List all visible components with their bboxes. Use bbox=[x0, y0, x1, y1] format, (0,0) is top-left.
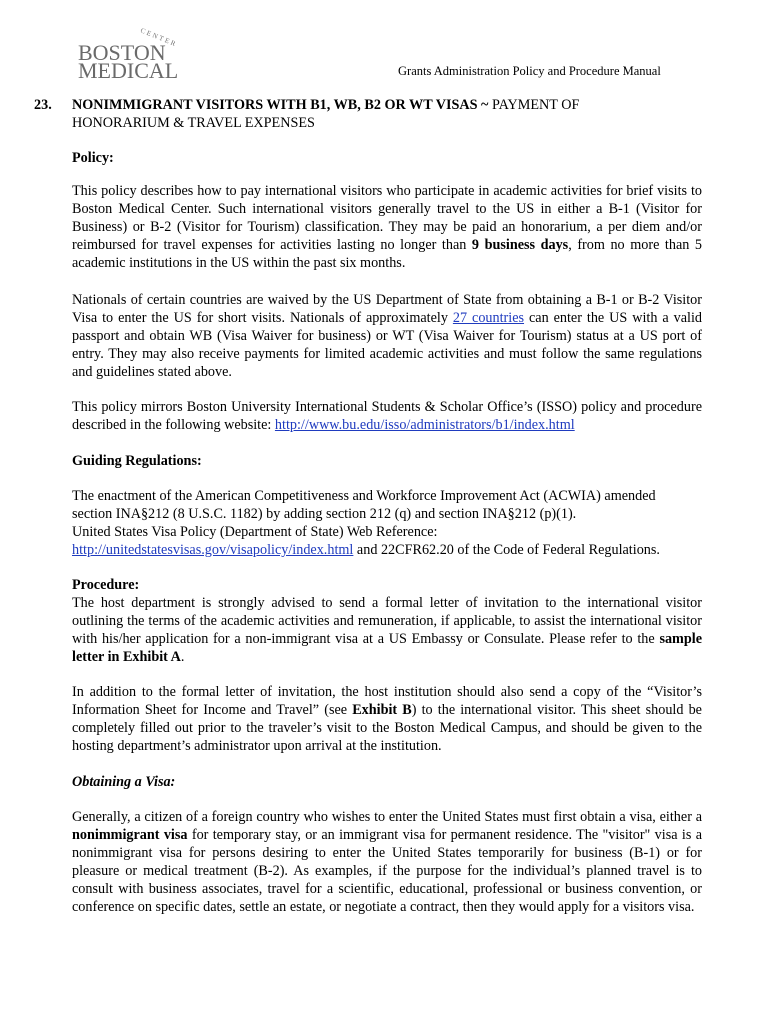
procedure-heading: Procedure: bbox=[72, 577, 140, 593]
procedure-p2-text-b: ) to the international visitor. This sheet should be completely filled out prior to the traveler’s visit to the Boston Medical Campus, and should be given to the hosting department’s administrator upon arrival at the institution. bbox=[72, 702, 702, 754]
policy-paragraph-3 bbox=[72, 398, 702, 434]
visa-p1-text-a: Generally, a citizen of a foreign country who wishes to enter the United States must first obtain a visa, either a bbox=[72, 809, 702, 825]
section-title-line2: HONORARIUM & TRAVEL EXPENSES bbox=[72, 115, 315, 131]
visa-heading: Obtaining a Visa: bbox=[72, 774, 176, 790]
manual-title: Grants Administration Policy and Procedure Manual bbox=[398, 64, 661, 78]
policy-paragraph-2 bbox=[72, 291, 702, 381]
policy-p1-text-a: This policy describes how to pay international visitors who participate in academic activities for brief visits to Boston Medical Center. Such international visitors generally travel to the US in either a B-1 (Visitor for Business) or B-2 (Visitor for Tourism) classification. They may be paid an honorarium, a per diem and/or reimbursed for travel expenses for activities lasting no longer than bbox=[72, 183, 702, 253]
policy-p3-text-a: This policy mirrors Boston University International Students & Scholar Office’s (ISSO) policy and procedure described in the following website: bbox=[72, 399, 702, 433]
procedure-paragraph-2 bbox=[72, 683, 702, 755]
countries-link[interactable]: 27 countries bbox=[452, 310, 525, 326]
policy-paragraph-1 bbox=[72, 182, 702, 272]
section-title-rest: PAYMENT OF bbox=[488, 97, 580, 113]
guiding-paragraph bbox=[72, 487, 702, 559]
logo-center-text: CENTER bbox=[139, 26, 179, 49]
procedure-p1-text-a: The host department is strongly advised to send a formal letter of invitation to the international visitor outlining the terms of the academic activities and remuneration, if applicable, to assist the international visitor with his/her application for a non-immigrant visa at a US Embassy or Consulate. Please refer to the bbox=[72, 595, 702, 647]
procedure-p2-text-a: In addition to the formal letter of invitation, the host institution should also send a copy of the “Visitor’s Information Sheet for Income and Travel” (see bbox=[72, 684, 702, 718]
visa-paragraph-1 bbox=[72, 808, 702, 916]
policy-p2-text-a: Nationals of certain countries are waived by the US Department of State from obtaining a B-1 or B-2 Visitor Visa to enter the US for short visits. Nationals of approximately bbox=[72, 292, 702, 326]
visa-p1-text-b: for temporary stay, or an immigrant visa for permanent residence. The "visitor" visa is a nonimmigrant visa for persons desiring to enter the United States temporarily for business (B-1) or for pleasure or medical treatment (B-2). As examples, if the purpose for the individual’s planned travel is to consult with business associates, travel for a scientific, educational, professional or business convention, or conference on specific dates, settle an estate, or negotiate a contract, then they would apply for a visitors visa. bbox=[72, 827, 702, 915]
procedure-p1-text-b: . bbox=[180, 649, 185, 665]
procedure-p2-bold: Exhibit B bbox=[352, 702, 412, 718]
logo-medical-text: MEDICAL bbox=[78, 58, 179, 80]
isso-link[interactable]: http://www.bu.edu/isso/administrators/b1/index.html bbox=[274, 417, 575, 433]
section-number: 23. bbox=[34, 97, 52, 113]
policy-p2-text-b: can enter the US with a valid passport and obtain WB (Visa Waiver for business) or WT (Visa Waiver for Tourism) status at a US port of entry. They may also receive payments for limited academic activities and must follow the same regulations and guidelines stated above. bbox=[72, 310, 702, 380]
procedure-paragraph-1 bbox=[72, 594, 702, 666]
section-title bbox=[72, 96, 702, 132]
visa-p1-bold: nonimmigrant visa bbox=[72, 827, 188, 843]
policy-p1-bold: 9 business days bbox=[471, 237, 569, 253]
guiding-line-4 bbox=[72, 541, 702, 559]
section-title-bold: NONIMMIGRANT VISITORS WITH B1, WB, B2 OR WT VISAS ~ bbox=[72, 97, 489, 113]
logo-boston-text: BOSTON bbox=[78, 40, 166, 65]
policy-p1-text-b: , from no more than 5 academic institutions in the US within the past six months. bbox=[72, 237, 703, 271]
guiding-line-3: United States Visa Policy (Department of State) Web Reference: bbox=[72, 524, 438, 540]
guiding-line-4-rest: and 22CFR62.20 of the Code of Federal Regulations. bbox=[353, 542, 660, 558]
procedure-p1-bold: sample letter in Exhibit A bbox=[72, 631, 702, 665]
guiding-line-2: section INA§212 (8 U.S.C. 1182) by adding section 212 (q) and section INA§212 (p)(1). bbox=[72, 506, 577, 522]
policy-heading: Policy: bbox=[72, 150, 114, 166]
visa-policy-link[interactable]: http://unitedstatesvisas.gov/visapolicy/index.html bbox=[72, 542, 354, 558]
guiding-line-1: The enactment of the American Competitiveness and Workforce Improvement Act (ACWIA) amended bbox=[72, 488, 656, 504]
boston-medical-center-logo bbox=[76, 20, 186, 80]
guiding-heading: Guiding Regulations: bbox=[72, 453, 202, 469]
